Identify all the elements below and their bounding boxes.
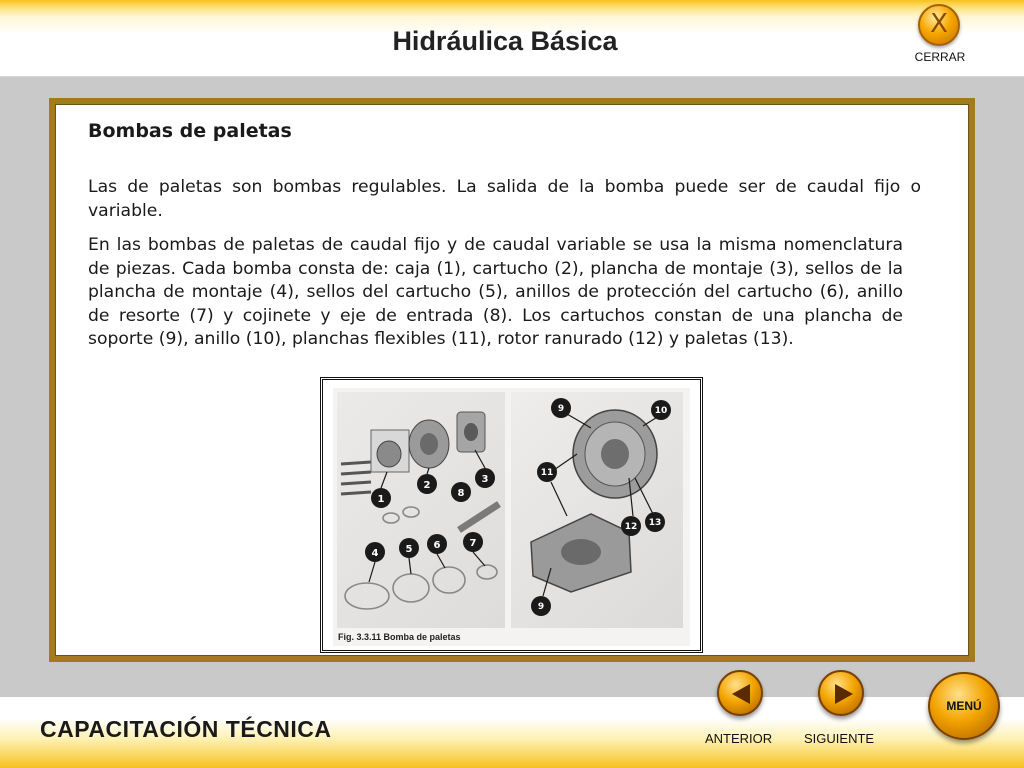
callout-4-label: 4 [371, 548, 379, 559]
previous-button[interactable] [717, 670, 763, 716]
section-title: Bombas de paletas [88, 120, 292, 142]
next-button[interactable] [818, 670, 864, 716]
cartridge-photo [511, 392, 683, 628]
brand-title: CAPACITACIÓN TÉCNICA [40, 716, 332, 742]
cartridge-illustration [511, 392, 683, 628]
callout-11-label: 11 [540, 468, 554, 478]
previous-label[interactable]: ANTERIOR [705, 731, 773, 746]
menu-button[interactable] [928, 672, 1000, 740]
callout-1-label: 1 [377, 494, 385, 505]
close-button[interactable] [918, 4, 960, 46]
menu-label: MENÚ [946, 699, 982, 713]
callout-9-top-label: 9 [557, 404, 565, 414]
callout-10-label: 10 [654, 406, 668, 416]
exploded-parts-illustration [337, 392, 505, 628]
page-title: Hidráulica Básica [392, 26, 618, 56]
content-panel [49, 98, 975, 662]
close-icon: X [930, 9, 948, 39]
callout-9-bottom-label: 9 [537, 602, 545, 612]
exploded-parts-photo [337, 392, 505, 628]
arrow-right-icon [820, 672, 866, 718]
figure-caption: Fig. 3.3.11 Bomba de paletas [338, 632, 461, 642]
callout-3-label: 3 [481, 474, 489, 485]
callout-7-label: 7 [469, 538, 477, 549]
pump-figure [320, 377, 703, 653]
intro-paragraph: Las de paletas son bombas regulables. La salida de la bomba puede ser de caudal fijo o variable. [88, 177, 921, 221]
close-label: CERRAR [914, 50, 966, 64]
arrow-left-icon [719, 672, 765, 718]
callout-13-label: 13 [648, 518, 662, 528]
next-label[interactable]: SIGUIENTE [804, 731, 875, 746]
callout-12-label: 12 [624, 522, 638, 532]
callout-2-label: 2 [423, 480, 431, 491]
callout-8-label: 8 [457, 488, 465, 499]
callout-5-label: 5 [405, 544, 413, 555]
parts-paragraph: En las bombas de paletas de caudal fijo y de caudal variable se usa la misma nomenclatura de piezas. Cada bomba consta de: caja (1), cartucho (2), plancha de montaje (3), sellos de la plancha de montaje (4), sellos del cartucho (5), anillos de protección del cartucho (6), anillo de resorte (7) y cojinete y eje de entrada (8). Los cartuchos constan de una plancha de soporte (9), anillo (10), planchas flexibles (11), rotor ranurado (12) y paletas (13). [88, 235, 903, 349]
callout-6-label: 6 [433, 540, 441, 551]
